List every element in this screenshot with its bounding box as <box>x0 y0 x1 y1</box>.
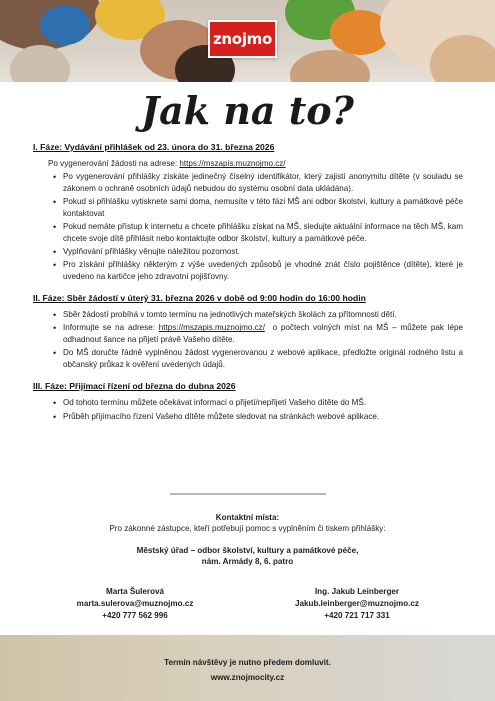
photo-shape <box>40 5 90 45</box>
office-line: nám. Armády 8, 6. patro <box>201 556 294 566</box>
phase-1-list <box>33 171 463 283</box>
list-item <box>63 322 466 345</box>
list-item: • Do MŠ doručte řádně vyplněnou žádost vygenerovanou z webové aplikace, předložte originál rodného listu a občanský průkaz k ověření uvedených údajů. <box>63 347 463 370</box>
section-phase-1 <box>33 141 463 283</box>
section-intro <box>33 158 463 170</box>
page-title: Jak na to? <box>141 88 354 133</box>
person-name: Ing. Jakub Leinberger <box>314 587 400 596</box>
person-phone: +420 721 717 331 <box>324 611 390 621</box>
office-line: Městský úřad – odbor školství, kultury a památkové péče, <box>136 545 359 555</box>
section-heading: III. Fáze: Přijímací řízení od března do dubna 2026 <box>33 380 236 391</box>
intro-text: Po vygenerování žádosti na adrese: <box>48 159 180 169</box>
divider <box>170 493 326 495</box>
section-phase-2 <box>33 292 466 371</box>
phase-2-list <box>33 309 466 371</box>
item-text: o počtech volných míst na MŠ – můžete pak lépe odhadnout šance na přijetí právě Vašeho dítěte. <box>63 323 466 345</box>
registration-link[interactable]: https://mszapis.muznojmo.cz/ <box>179 159 286 169</box>
list-item: • Od tohoto termínu můžete očekávat informaci o přijetí/nepřijetí Vašeho dítěte do MŠ. <box>63 397 463 409</box>
registration-link[interactable]: https://mszapis.muznojmo.cz/ <box>158 323 265 333</box>
footer-note: Termín návštěvy je nutno předem domluvit. <box>164 658 331 667</box>
office-address <box>0 545 495 568</box>
contact-title: Kontaktní místa: <box>215 513 280 522</box>
list-item: • Sběr žádostí probíhá v tomto termínu na jednotlivých mateřských školách za přítomnosti dětí. <box>63 309 463 321</box>
section-heading: II. Fáze: Sběr žádostí v úterý 31. března 2026 v době od 9:00 hodin do 16:00 hodin <box>33 292 366 303</box>
section-phase-3 <box>33 380 463 422</box>
list-item: • Vyplňování přihlášky věnujte náležitou pozornost. <box>63 246 463 258</box>
main-content <box>33 141 466 431</box>
person-email[interactable]: marta.sulerova@muznojmo.cz <box>76 599 194 609</box>
person-email[interactable]: Jakub.leinberger@muznojmo.cz <box>295 599 419 609</box>
list-item: • Po vygenerování přihlášky získáte jedinečný číselný identifikátor, který zajistí anonymitu dítěte (v souladu se zákonem o ochraně osobních údajů nebudou do systému osobní data ukládána). <box>63 171 463 194</box>
contact-block <box>0 512 495 567</box>
list-item: • Průběh přijímacího řízení Vašeho dítěte můžete sledovat na stránkách webové aplikace. <box>63 411 463 423</box>
logo-text: znojmo <box>213 30 272 48</box>
list-item: • Pro získání přihlášky některým z výše uvedených způsobů je vhodné znát číslo pojištěnce (dítěte), které je uvedeno na kartičce jeho zdravotní pojišťovny. <box>63 259 463 282</box>
contact-person <box>35 586 235 622</box>
znojmo-logo <box>208 20 277 58</box>
list-item: • Pokud si přihlášku vytisknete sami doma, nemusíte v této fázi MŠ ani odbor školství, kultury a památkové péče kontaktovat <box>63 196 463 219</box>
photo-shape <box>10 45 70 82</box>
hero-photo <box>0 0 495 82</box>
item-text: Informujte se na adrese: <box>63 323 159 333</box>
section-heading: I. Fáze: Vydávání přihlášek od 23. února do 31. března 2026 <box>33 142 275 152</box>
footer <box>0 635 495 701</box>
person-name: Marta Šulerová <box>105 587 165 596</box>
phase-3-list <box>33 397 463 422</box>
website-link[interactable]: www.znojmocity.cz <box>210 673 285 683</box>
contact-subtitle: Pro zákonné zástupce, kteří potřebují pomoc s vyplněním či tiskem přihlášky: <box>109 524 386 534</box>
person-phone: +420 777 562 996 <box>102 611 168 621</box>
contact-person <box>257 586 457 622</box>
list-item: • Pokud nemáte přístup k internetu a chcete přihlášku získat na MŠ, sledujte aktuální informace na těch MŠ, kam chcete svoje dítě přihlásit nebo kontaktujte odbor školství, kultury a památkové péče. <box>63 221 463 244</box>
